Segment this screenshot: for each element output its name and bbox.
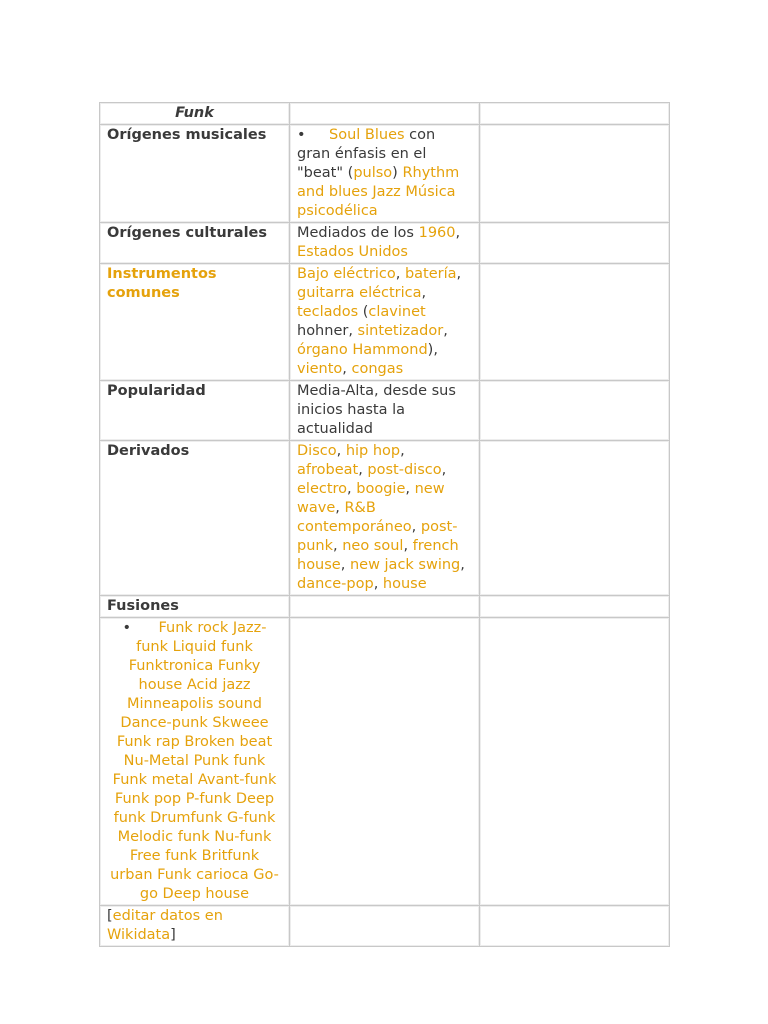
empty-cell: [290, 596, 480, 618]
text-segment: ,: [441, 462, 447, 478]
row-derivados: [100, 441, 670, 596]
text-segment: ,: [405, 481, 415, 497]
value-origenes-musicales: [290, 125, 480, 223]
link-congas[interactable]: congas: [351, 361, 404, 377]
link-pulso[interactable]: pulso: [353, 165, 393, 181]
link-post-disco[interactable]: post-disco: [367, 462, 442, 478]
link-bateria[interactable]: batería: [404, 266, 457, 282]
text-segment: ,: [395, 266, 405, 282]
editar-cell: [100, 906, 290, 947]
link-afrobeat[interactable]: afrobeat: [297, 462, 359, 478]
bracket-open: [: [107, 908, 113, 924]
fusiones-list: [100, 618, 290, 906]
link-sintetizador[interactable]: sintetizador: [357, 323, 444, 339]
link-teclados[interactable]: teclados: [297, 304, 359, 320]
link-post-punk[interactable]: post-punk: [297, 519, 458, 554]
link-soul-blues[interactable]: Soul Blues: [329, 127, 405, 143]
bullet-icon: •: [122, 620, 132, 636]
fusiones-links[interactable]: Funk rock Jazz-funk Liquid funk Funktronica Funky house Acid jazz Minneapolis sound Dance-punk Skweee Funk rap Broken beat Nu-Metal Punk funk Funk metal Avant-funk Funk pop P-funk Deep funk Drumfunk G-funk Melodic funk Nu-funk Free funk Britfunk urban Funk carioca Go-go Deep house: [110, 620, 279, 902]
label-origenes-culturales: Orígenes culturales: [100, 223, 290, 264]
link-disco[interactable]: Disco: [297, 443, 337, 459]
row-popularidad: [100, 381, 670, 441]
text-segment: ,: [411, 519, 421, 535]
row-fusiones-header: [100, 596, 670, 618]
infobox-table: [99, 102, 670, 947]
empty-cell: [480, 223, 670, 264]
link-new-wave[interactable]: new wave: [297, 481, 445, 516]
empty-cell: [480, 906, 670, 947]
link-organo-hammond[interactable]: órgano Hammond: [297, 342, 428, 358]
label-fusiones: Fusiones: [100, 596, 290, 618]
link-hip-hop[interactable]: hip hop: [345, 443, 401, 459]
text-segment: ,: [342, 361, 352, 377]
value-popularidad: Media-Alta, desde sus inicios hasta la actualidad: [290, 381, 480, 441]
text-segment: ,: [460, 557, 465, 573]
label-instrumentos-comunes[interactable]: Instrumentos comunes: [100, 264, 290, 381]
link-french-house[interactable]: french house: [297, 538, 459, 573]
text-segment: ): [392, 165, 403, 181]
empty-cell: [480, 125, 670, 223]
row-fusiones-list: [100, 618, 670, 906]
text-segment: ,: [456, 266, 462, 282]
text-segment: ,: [403, 538, 413, 554]
link-bajo-electrico[interactable]: Bajo eléctrico: [297, 266, 396, 282]
value-origenes-culturales: [290, 223, 480, 264]
link-dance-pop[interactable]: dance-pop: [297, 576, 374, 592]
text-segment: ,: [336, 443, 346, 459]
empty-cell: [480, 618, 670, 906]
bracket-close: ]: [170, 927, 176, 943]
empty-cell: [290, 618, 480, 906]
link-electro[interactable]: electro: [297, 481, 348, 497]
text-segment: ,: [332, 538, 343, 554]
link-clavinet[interactable]: clavinet: [368, 304, 426, 320]
text-segment: (: [358, 304, 369, 320]
link-boogie[interactable]: boogie: [356, 481, 406, 497]
text-segment: ,: [400, 443, 405, 459]
label-derivados: Derivados: [100, 441, 290, 596]
link-new-jack-swing[interactable]: new jack swing: [349, 557, 461, 573]
text-segment: ,: [340, 557, 350, 573]
bullet-icon: •: [297, 127, 306, 143]
label-origenes-musicales: Orígenes musicales: [100, 125, 290, 223]
text-segment: hohner,: [297, 323, 358, 339]
empty-cell: [480, 596, 670, 618]
link-estados-unidos[interactable]: Estados Unidos: [297, 244, 408, 260]
link-rhythm-and-blues[interactable]: Rhythm and blues: [297, 165, 460, 200]
row-editar: [100, 906, 670, 947]
empty-cell: [480, 103, 670, 125]
row-instrumentos: [100, 264, 670, 381]
link-house[interactable]: house: [382, 576, 427, 592]
infobox-title: Funk: [100, 103, 290, 125]
text-segment: ,: [443, 323, 448, 339]
link-editar-wikidata[interactable]: editar datos en Wikidata: [107, 908, 223, 943]
empty-cell: [480, 441, 670, 596]
label-popularidad: Popularidad: [100, 381, 290, 441]
empty-cell: [480, 381, 670, 441]
row-origenes-culturales: [100, 223, 670, 264]
text-segment: Mediados de los: [297, 225, 419, 241]
value-instrumentos: [290, 264, 480, 381]
text-segment: ,: [358, 462, 368, 478]
link-neo-soul[interactable]: neo soul: [342, 538, 404, 554]
link-musica-psicodelica[interactable]: Música psicodélica: [297, 184, 456, 219]
text-segment: ,: [335, 500, 345, 516]
text-segment: ,: [373, 576, 383, 592]
empty-cell: [290, 906, 480, 947]
text-segment: ),: [427, 342, 438, 358]
text-segment: con gran énfasis en el "beat" (: [297, 127, 436, 181]
row-origenes-musicales: [100, 125, 670, 223]
link-guitarra-electrica[interactable]: guitarra eléctrica: [297, 285, 422, 301]
link-rnb-contemporaneo[interactable]: R&B contemporáneo: [297, 500, 412, 535]
title-row: [100, 103, 670, 125]
link-viento[interactable]: viento: [297, 361, 343, 377]
link-1960[interactable]: 1960: [418, 225, 456, 241]
value-derivados: [290, 441, 480, 596]
empty-cell: [290, 103, 480, 125]
text-segment: ,: [347, 481, 357, 497]
empty-cell: [480, 264, 670, 381]
link-jazz[interactable]: Jazz: [372, 184, 401, 200]
text-segment: ,: [455, 225, 461, 241]
text-segment: ,: [421, 285, 427, 301]
